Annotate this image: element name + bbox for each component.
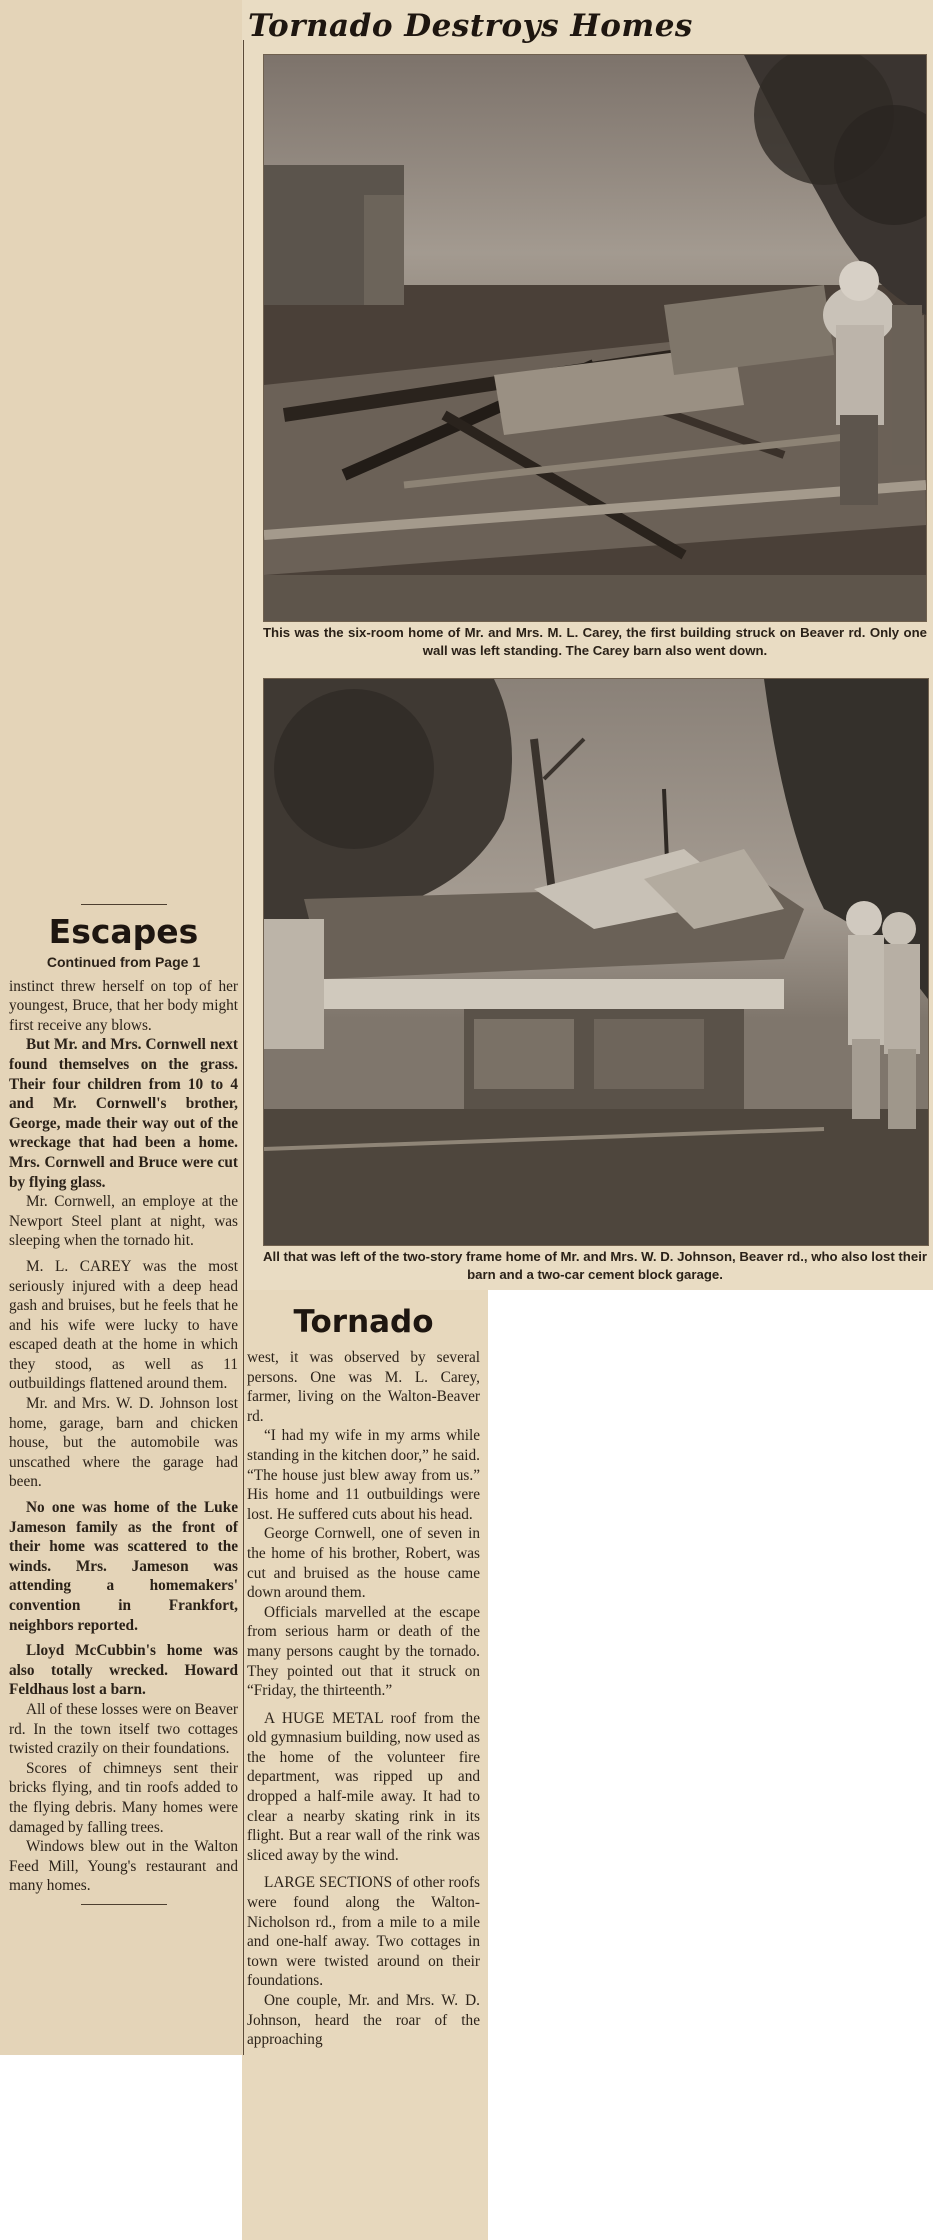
escapes-article: [9, 904, 238, 1905]
section-rule: [81, 904, 167, 905]
escapes-continued-label: Continued from Page 1: [46, 954, 201, 970]
escapes-paragraph: instinct threw herself on top of her youngest, Bruce, that her body might first receive any blows.: [9, 977, 238, 1034]
escapes-paragraph: Mr. Cornwell, an employe at the Newport Steel plant at night, was sleeping when the tornado hit.: [9, 1193, 238, 1250]
tornado-paragraph: George Cornwell, one of seven in the home of his brother, Robert, was cut and bruised as the house came down around them.: [247, 1525, 480, 1602]
column-rule: [243, 1290, 244, 2055]
tornado-paragraph: LARGE SECTIONS of other roofs were found along the Walton-Nicholson rd., from a mile to a mile and one-half away. Two cottages in town were twisted around on their foundations.: [247, 1874, 480, 1990]
escapes-paragraph: Scores of chimneys sent their bricks flying, and tin roofs added to the flying debris. Many homes were damaged by falling trees.: [9, 1759, 238, 1836]
escapes-paragraph: But Mr. and Mrs. Cornwell next found themselves on the grass. Their four children from 10 to 4 and Mr. Cornwell's brother, George, made their way out of the wreckage that had been a home. Mrs. Cornwell and Bruce were cut by flying glass.: [9, 1036, 238, 1191]
escapes-paragraph: Lloyd McCubbin's home was also totally wrecked. Howard Feldhaus lost a barn.: [9, 1642, 238, 1699]
escapes-paragraph: No one was home of the Luke Jameson family as the front of their home was scattered to the winds. Mrs. Jameson was attending a homemakers' convention in Frankfort, neighbors reported.: [9, 1499, 238, 1634]
tornado-paragraph: west, it was observed by several persons. One was M. L. Carey, farmer, living on the Walton-Beaver rd.: [247, 1349, 480, 1425]
tornado-paragraph: Officials marvelled at the escape from serious harm or death of the many persons caught by the tornado. They pointed out that it struck on “Friday, the thirteenth.”: [247, 1603, 480, 1700]
column-rule: [243, 40, 244, 1290]
tornado-paragraph: “I had my wife in my arms while standing in the kitchen door,” he said. “The house just blew away from us.” His home and 11 outbuildings were lost. He suffered cuts about his head.: [247, 1427, 480, 1523]
photo-johnson-home: [263, 678, 929, 1246]
page-headline: Tornado Destroys Homes: [248, 8, 693, 44]
escapes-paragraph: M. L. CAREY was the most seriously injured with a deep head gash and bruises, but he feels that he and his wife were lucky to have escaped death at the home in which they stood, as well as 11 outbuildings flattened around them.: [9, 1257, 238, 1393]
escapes-paragraph: Windows blew out in the Walton Feed Mill, Young's restaurant and many homes.: [9, 1838, 238, 1895]
tornado-paragraph: A HUGE METAL roof from the old gymnasium building, now used as the home of the volunteer fire department, was ripped up and dropped a half-mile away. It had to clear a nearby skating rink in its flight. But a rear wall of the rink was sliced away by the wind.: [247, 1709, 480, 1864]
photo-caption: All that was left of the two-story frame home of Mr. and Mrs. W. D. Johnson, Beaver rd., who also lost their barn and a two-car cement block garage.: [263, 1249, 927, 1282]
tornado-article: [247, 1300, 480, 2050]
photo-caption: This was the six-room home of Mr. and Mrs. M. L. Carey, the first building struck on Beaver rd. Only one wall was left standing. The Carey barn also went down.: [263, 625, 927, 658]
tornado-heading: Tornado: [293, 1304, 434, 1340]
escapes-paragraph: All of these losses were on Beaver rd. In the town itself two cottages twisted crazily on their foundations.: [9, 1700, 238, 1758]
tornado-paragraph: One couple, Mr. and Mrs. W. D. Johnson, heard the roar of the approaching: [247, 1992, 480, 2049]
section-rule: [81, 1904, 167, 1905]
escapes-heading: Escapes: [48, 912, 199, 951]
photo-carey-home: [263, 54, 927, 622]
escapes-paragraph: Mr. and Mrs. W. D. Johnson lost home, garage, barn and chicken house, but the automobile was unscathed where the garage had been.: [9, 1395, 238, 1491]
